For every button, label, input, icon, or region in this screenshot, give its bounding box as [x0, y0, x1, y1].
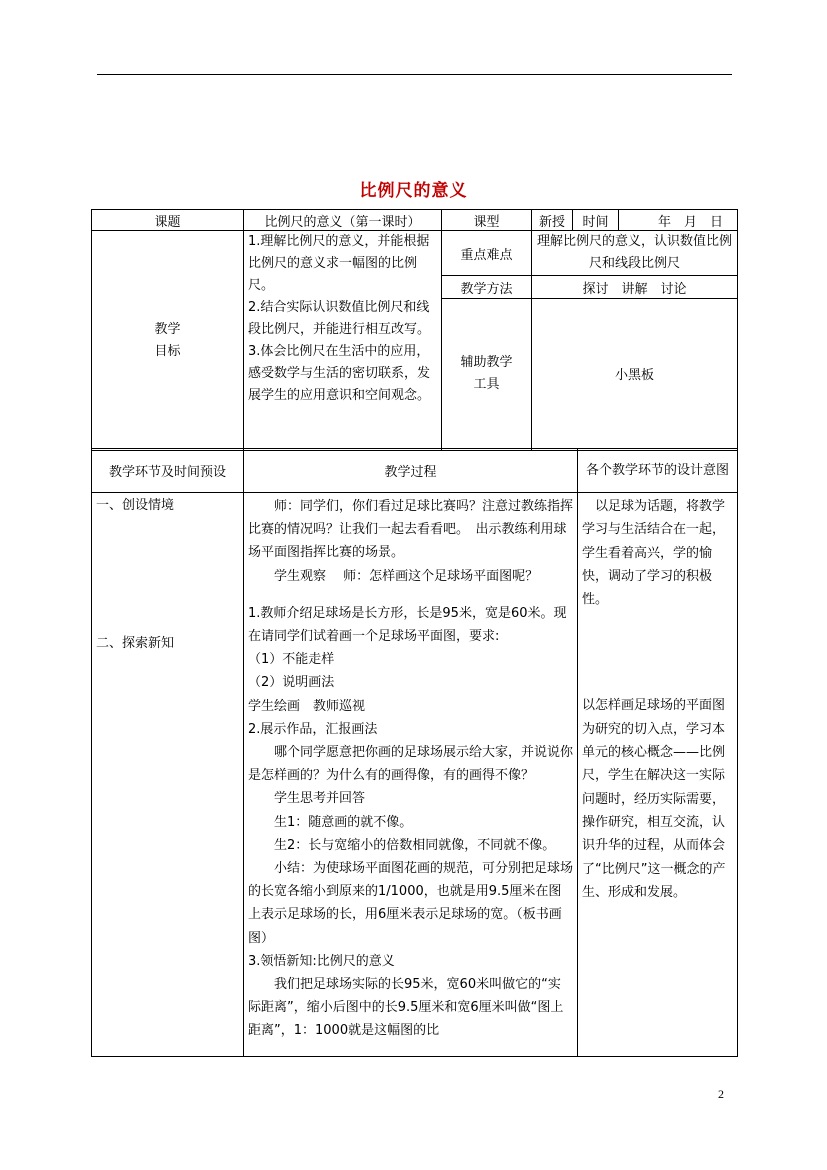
intent-1: 以足球为话题，将教学学习与生活结合在一起，学生看着高兴，学的愉快，调动了学习的积极性。 [582, 499, 726, 608]
method-value: 探讨 讲解 讨论 [532, 276, 738, 299]
process-2-line-3: （2）说明画法 [248, 675, 335, 691]
tools-label [442, 299, 532, 449]
intent-cell [578, 493, 738, 1057]
intent-header: 各个教学环节的设计意图 [578, 449, 738, 493]
page-title: 比例尺的意义 [359, 181, 468, 201]
goal-3: 3.体会比例尺在生活中的应用，感受数学与生活的密切联系，发展学生的应用意识和空间观念。 [248, 344, 431, 403]
process-2-line-12: 我们把足球场实际的长95米，宽60米叫做它的“实际距离”，缩小后图中的长9.5厘米和宽6厘米叫做“图上距离”，1：1000就是这幅图的比 [248, 977, 564, 1039]
stage-header: 教学环节及时间预设 [92, 449, 244, 493]
subject-label: 课题 [92, 210, 244, 231]
teaching-process-table [91, 448, 738, 1057]
process-2-line-10: 小结：为使球场平面图花画的规范，可分别把足球场的长宽各缩小到原来的1/1000，也就是用9.5厘米在图上表示足球场的长，用6厘米表示足球场的宽。（板书画图） [248, 861, 574, 946]
stage-2: 二、探索新知 [96, 636, 175, 651]
process-2-line-7: 学生思考并回答 [274, 791, 366, 807]
goals-cell [244, 231, 442, 451]
process-2-line-11: 3.领悟新知:比例尺的意义 [248, 953, 395, 969]
subject-value: 比例尺的意义（第一课时） [244, 210, 442, 231]
process-1-para-2: 学生观察 师：怎样画这个足球场平面图呢？ [274, 568, 539, 584]
tools-label-text: 辅助教学工具 [460, 354, 513, 392]
header-rule [97, 74, 732, 75]
key-label: 重点难点 [442, 231, 532, 276]
process-2-line-8: 生1：随意画的就不像。 [274, 814, 413, 830]
goals-label-text: 教学目标 [154, 321, 181, 359]
key-value: 理解比例尺的意义，认识数值比例尺和线段比例尺 [532, 231, 738, 276]
goals-label [92, 231, 244, 451]
process-2-line-4: 学生绘画 教师巡视 [248, 698, 366, 714]
type-label: 课型 [442, 210, 532, 231]
stage-1: 一、创设情境 [96, 498, 175, 513]
process-2-line-2: （1）不能走样 [248, 652, 335, 668]
process-2-line-5: 2.展示作品，汇报画法 [248, 721, 378, 737]
process-cell [244, 493, 578, 1057]
stage-cell [92, 493, 244, 1057]
process-2-line-6: 哪个同学愿意把你画的足球场展示给大家，并说说你是怎样画的？为什么有的画得像，有的画得不像？ [248, 745, 574, 784]
goal-2: 2.结合实际认识数值比例尺和线段比例尺，并能进行相互改写。 [248, 300, 431, 337]
page-number: 2 [718, 1087, 724, 1101]
time-label: 时间 [573, 210, 619, 231]
process-2-line-1: 1.教师介绍足球场是长方形，长是95米，宽是60米。现在请同学们试着画一个足球场平面图，要求: [248, 605, 567, 645]
intent-2: 以怎样画足球场的平面图为研究的切入点，学习本单元的核心概念——比例尺，学生在解决这一实际问题时，经历实际需要，操作研究，相互交流，认识升华的过程，从而体会了“比例尺”这一概念的产生、形成和发展。 [582, 698, 726, 900]
date-value: 年 月 日 [619, 210, 738, 231]
goal-1: 1.理解比例尺的意义，并能根据比例尺的意义求一幅图的比例尺。 [248, 234, 430, 293]
method-label: 教学方法 [442, 276, 532, 299]
lesson-info-table [91, 209, 738, 451]
process-1-para-1: 师：同学们，你们看过足球比赛吗？注意过教练指挥比赛的情况吗？让我们一起去看看吧。 出示教练利用球场平面图指挥比赛的场景。 [248, 499, 574, 561]
tools-value: 小黑板 [532, 299, 738, 449]
process-header: 教学过程 [244, 449, 578, 493]
type-value: 新授 [532, 210, 573, 231]
process-2-line-9: 生2：长与宽缩小的倍数相同就像，不同就不像。 [274, 837, 556, 853]
